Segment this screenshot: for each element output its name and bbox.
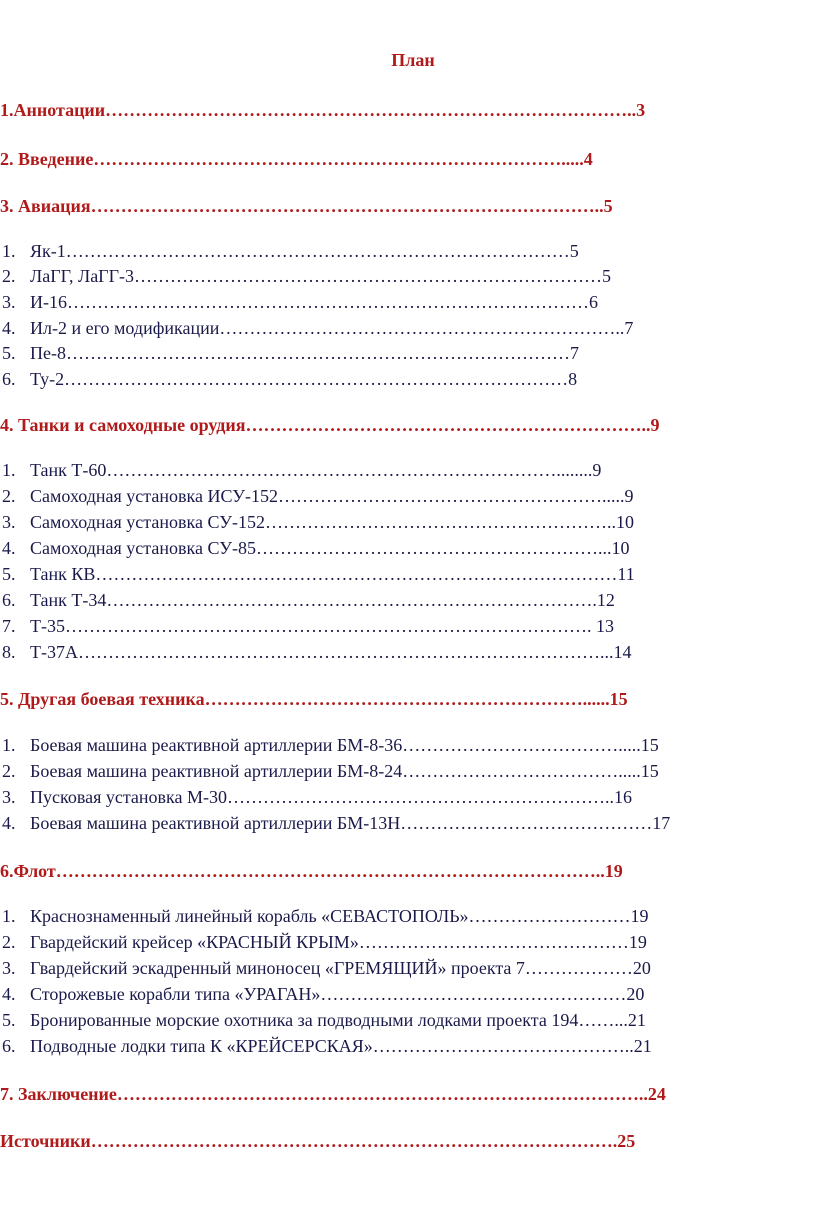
item-number: 6. bbox=[2, 1036, 16, 1056]
item-text: Як-1…………………………………………………………………………5 bbox=[30, 241, 579, 261]
toc-item bbox=[0, 931, 647, 953]
item-text: Подводные лодки типа К «КРЕЙСЕРСКАЯ»……………………………………..21 bbox=[30, 1036, 652, 1056]
toc-item bbox=[0, 485, 633, 507]
item-number: 3. bbox=[2, 292, 16, 312]
item-text: Боевая машина реактивной артиллерии БМ-13Н……………………………………17 bbox=[30, 813, 671, 833]
item-text: Пусковая установка М-30………………………………………………………..16 bbox=[30, 787, 633, 807]
toc-item bbox=[0, 240, 579, 262]
toc-item bbox=[0, 511, 634, 533]
item-number: 2. bbox=[2, 932, 16, 952]
item-number: 4. bbox=[2, 813, 16, 833]
item-text: Гвардейский эскадренный миноносец «ГРЕМЯЩИЙ» проекта 7………………20 bbox=[30, 958, 651, 978]
toc-item bbox=[0, 983, 644, 1005]
toc-item bbox=[0, 291, 598, 313]
toc-item bbox=[0, 615, 614, 637]
item-number: 3. bbox=[2, 787, 16, 807]
toc-item bbox=[0, 905, 649, 927]
toc-item bbox=[0, 537, 629, 559]
toc-item bbox=[0, 563, 635, 585]
item-text: Ту-2…………………………………………………………………………8 bbox=[30, 369, 578, 389]
item-number: 5. bbox=[2, 1010, 16, 1030]
item-text: Бронированные морские охотника за подводными лодками проекта 194……...21 bbox=[30, 1010, 646, 1030]
item-text: Самоходная установка СУ-152…………………………………………………..10 bbox=[30, 512, 634, 532]
toc-item bbox=[0, 459, 601, 481]
item-number: 1. bbox=[2, 241, 16, 261]
toc-item bbox=[0, 368, 577, 390]
item-number: 1. bbox=[2, 906, 16, 926]
toc-item bbox=[0, 957, 651, 979]
toc-item bbox=[0, 1009, 646, 1031]
item-number: 2. bbox=[2, 486, 16, 506]
page-title: План bbox=[391, 50, 435, 70]
toc-item bbox=[0, 641, 632, 663]
item-number: 3. bbox=[2, 958, 16, 978]
toc-section-sources: Источники…………………………………………………………………………….25 bbox=[0, 1131, 636, 1151]
item-number: 1. bbox=[2, 735, 16, 755]
item-number: 5. bbox=[2, 564, 16, 584]
item-text: Танк Т-60…………………………………………………………………........9 bbox=[30, 460, 602, 480]
toc-section-conclusion: 7. Заключение……………………………………………………………………………..24 bbox=[0, 1084, 666, 1104]
item-text: Краснознаменный линейный корабль «СЕВАСТОПОЛЬ»………………………19 bbox=[30, 906, 649, 926]
item-text: Т-35……………………………………………………………………………. 13 bbox=[30, 616, 614, 636]
toc-item bbox=[0, 317, 633, 339]
item-number: 3. bbox=[2, 512, 16, 532]
toc-item bbox=[0, 812, 670, 834]
item-text: Ил-2 и его модификации…………………………………………………………..7 bbox=[30, 318, 634, 338]
item-text: Боевая машина реактивной артиллерии БМ-8-36……………………………….....15 bbox=[30, 735, 659, 755]
item-number: 7. bbox=[2, 616, 16, 636]
toc-section-tanks: 4. Танки и самоходные орудия…………………………………………………………..9 bbox=[0, 415, 660, 435]
toc-item bbox=[0, 342, 579, 364]
toc-section-other-equipment: 5. Другая боевая техника………………………………………………………......15 bbox=[0, 689, 628, 709]
toc-section-aviation: 3. Авиация…………………………………………………………………………..5 bbox=[0, 196, 613, 216]
toc-item bbox=[0, 734, 659, 756]
item-number: 4. bbox=[2, 538, 16, 558]
item-text: Т-37А……………………………………………………………………………...14 bbox=[30, 642, 632, 662]
toc-item bbox=[0, 1035, 652, 1057]
item-text: Танк КВ……………………………………………………………………………11 bbox=[30, 564, 635, 584]
toc-item bbox=[0, 265, 611, 287]
item-text: Боевая машина реактивной артиллерии БМ-8-24……………………………….....15 bbox=[30, 761, 659, 781]
item-text: Танк Т-34……………………………………………………………………….12 bbox=[30, 590, 615, 610]
item-text: Пе-8…………………………………………………………………………7 bbox=[30, 343, 579, 363]
toc-section-annotations: 1.Аннотации……………………………………………………………………………..3 bbox=[0, 100, 646, 120]
toc-item bbox=[0, 760, 659, 782]
item-text: Сторожевые корабли типа «УРАГАН»……………………………………………20 bbox=[30, 984, 645, 1004]
item-number: 6. bbox=[2, 590, 16, 610]
item-number: 4. bbox=[2, 984, 16, 1004]
toc-section-introduction: 2. Введение…………………………………………………………………….....4 bbox=[0, 149, 593, 169]
item-number: 6. bbox=[2, 369, 16, 389]
item-number: 5. bbox=[2, 343, 16, 363]
toc-item bbox=[0, 589, 615, 611]
item-number: 8. bbox=[2, 642, 16, 662]
item-number: 2. bbox=[2, 761, 16, 781]
item-text: Самоходная установка СУ-85…………………………………………………...10 bbox=[30, 538, 630, 558]
item-number: 2. bbox=[2, 266, 16, 286]
item-number: 4. bbox=[2, 318, 16, 338]
item-text: Гвардейский крейсер «КРАСНЫЙ КРЫМ»………………………………………19 bbox=[30, 932, 647, 952]
toc-item bbox=[0, 786, 632, 808]
item-number: 1. bbox=[2, 460, 16, 480]
item-text: ЛаГГ, ЛаГГ-3……………………………………………………………………5 bbox=[30, 266, 611, 286]
item-text: И-16……………………………………………………………………………6 bbox=[30, 292, 598, 312]
toc-section-fleet: 6.Флот………………………………………………………………………………..19 bbox=[0, 861, 623, 881]
item-text: Самоходная установка ИСУ-152……………………………………………….....9 bbox=[30, 486, 634, 506]
